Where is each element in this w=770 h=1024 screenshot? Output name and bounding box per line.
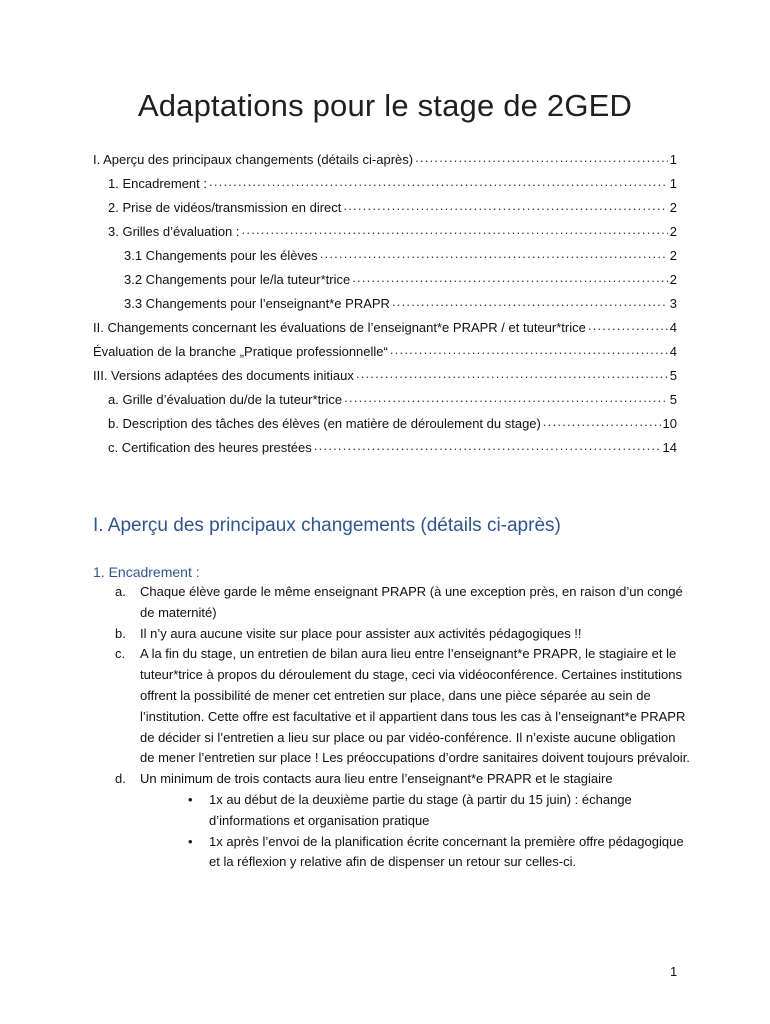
toc-leader-dots (415, 150, 668, 164)
list-item-text: A la fin du stage, un entretien de bilan aura lieu entre l’enseignant*e PRAPR, le stagiaire et le tuteur*trice à propos du déroulement du stage, ceci via vidéoconférence. Certaines institutions offrent la possibilité de mener cet entretien sur place, dans une pièce séparée au sein de l’institution. Cette offre est facultative et il appartient dans tous les cas à l’enseignant*e PRAPR de décider si l’entretien a lieu sur place ou par vidéo-conférence. Il n’existe aucune obligation de mener l’entretien sur place ! Les préoccupations d’ordre sanitaires doivent toujours prévaloir. (140, 646, 690, 766)
subsection-heading: 1. Encadrement : (93, 564, 200, 580)
toc-leader-dots (242, 222, 668, 236)
toc-leader-dots (344, 390, 668, 404)
toc-entry-page: 5 (669, 392, 677, 407)
toc-entry[interactable] (93, 174, 677, 198)
list-marker: c. (115, 646, 126, 662)
toc-entry[interactable] (93, 342, 677, 366)
toc-entry[interactable] (93, 294, 677, 318)
section-heading: I. Aperçu des principaux changements (détails ci-après) (93, 515, 561, 536)
toc-entry[interactable] (93, 270, 677, 294)
toc-entry-page: 1 (669, 152, 677, 167)
toc-leader-dots (320, 246, 668, 260)
toc-entry-page: 2 (669, 200, 677, 215)
toc-entry[interactable] (93, 318, 677, 342)
list-item-text: Il n’y aura aucune visite sur place pour assister aux activités pédagogiques !! (140, 625, 582, 641)
toc-leader-dots (209, 174, 668, 188)
list-item-text: Chaque élève garde le même enseignant PRAPR (à une exception près, en raison d’un congé de maternité) (140, 584, 683, 620)
toc-entry-page: 3 (669, 296, 677, 311)
toc-leader-dots (314, 438, 661, 452)
list-item-text: Un minimum de trois contacts aura lieu entre l’enseignant*e PRAPR et le stagiaire (140, 771, 613, 787)
list-marker: b. (115, 625, 126, 641)
toc-entry-page: 2 (669, 272, 677, 287)
toc-entry-text: II. Changements concernant les évaluations de l’enseignant*e PRAPR / et tuteur*trice (93, 320, 586, 335)
toc-entry-page: 4 (669, 320, 677, 335)
bullet-item (93, 790, 693, 832)
bullet-item-text: 1x au début de la deuxième partie du stage (à partir du 15 juin) : échange d’informations et organisation pratique (209, 791, 632, 828)
toc-entry-text: Évaluation de la branche „Pratique professionnelle“ (93, 344, 388, 359)
toc-entry-text: 1. Encadrement : (108, 176, 207, 191)
toc-entry[interactable] (93, 198, 677, 222)
bullet-item (93, 832, 693, 874)
encadrement-list (93, 582, 693, 873)
toc-entry-page: 10 (662, 416, 677, 431)
document-title: Adaptations pour le stage de 2GED (137, 88, 633, 123)
toc-entry[interactable] (93, 366, 677, 390)
toc-entry-text: 3.2 Changements pour le/la tuteur*trice (124, 272, 351, 287)
toc-entry-text: c. Certification des heures prestées (108, 440, 312, 455)
toc-leader-dots (352, 270, 668, 284)
bullet-icon: • (188, 791, 193, 807)
toc-leader-dots (392, 294, 668, 308)
list-item (93, 644, 693, 769)
toc-entry-text: a. Grille d’évaluation du/de la tuteur*trice (108, 392, 343, 407)
list-item (93, 624, 693, 645)
toc-entry-text: 3.3 Changements pour l’enseignant*e PRAPR (124, 296, 390, 311)
toc-leader-dots (543, 414, 661, 428)
toc-entry-text: 3. Grilles d’évaluation : (108, 224, 240, 239)
toc-entry[interactable] (93, 438, 677, 462)
table-of-contents (93, 150, 677, 462)
toc-entry-page: 4 (669, 344, 677, 359)
list-item (93, 769, 693, 790)
toc-entry-text: 2. Prise de vidéos/transmission en direct (108, 200, 342, 215)
toc-entry-page: 5 (669, 368, 677, 383)
bullet-item-text: 1x après l’envoi de la planification écrite concernant la première offre pédagogique et la réflexion y relative afin de dispenser un retour sur celles-ci. (209, 833, 684, 870)
toc-entry-text: I. Aperçu des principaux changements (détails ci-après) (93, 152, 414, 167)
toc-entry[interactable] (93, 150, 677, 174)
contacts-bullet-list (93, 790, 693, 873)
toc-leader-dots (390, 342, 668, 356)
toc-entry-text: 3.1 Changements pour les élèves (124, 248, 318, 263)
toc-leader-dots (356, 366, 668, 380)
bullet-icon: • (188, 833, 193, 849)
toc-entry-page: 14 (662, 440, 677, 455)
toc-leader-dots (343, 198, 667, 212)
toc-leader-dots (588, 318, 668, 332)
page-number: 1 (670, 964, 678, 979)
toc-entry[interactable] (93, 222, 677, 246)
toc-entry-page: 1 (669, 176, 677, 191)
toc-entry[interactable] (93, 390, 677, 414)
list-marker: a. (115, 584, 126, 599)
toc-entry-page: 2 (669, 248, 677, 263)
toc-entry-text: b. Description des tâches des élèves (en matière de déroulement du stage) (108, 416, 541, 431)
toc-entry[interactable] (93, 246, 677, 270)
list-item (93, 582, 693, 624)
toc-entry-text: III. Versions adaptées des documents initiaux (93, 368, 354, 383)
toc-entry-page: 2 (669, 224, 677, 239)
toc-entry[interactable] (93, 414, 677, 438)
list-marker: d. (115, 771, 126, 787)
